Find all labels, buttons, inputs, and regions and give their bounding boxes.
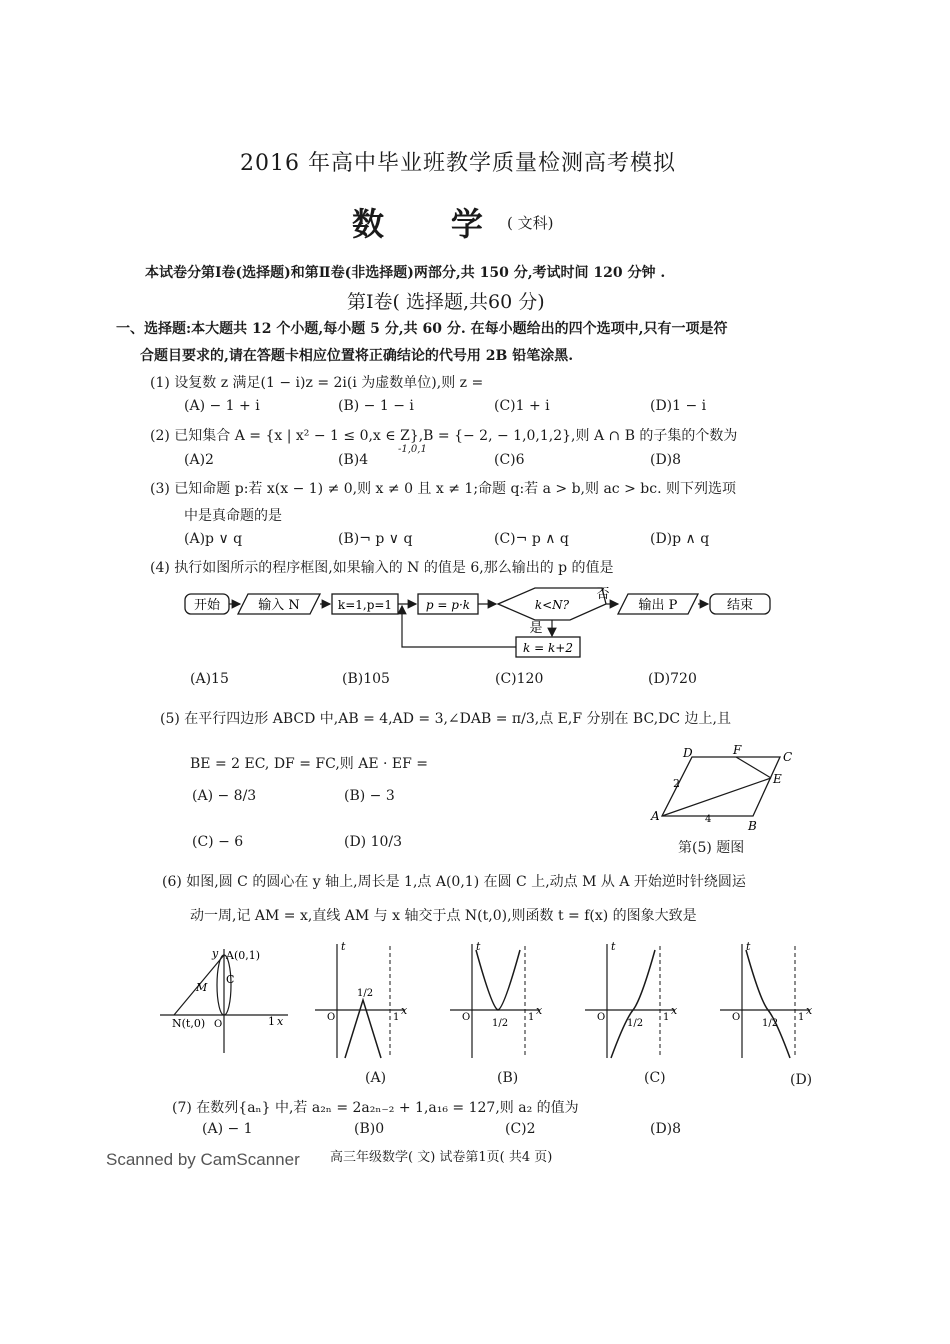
q6b-label-half: 1/2	[492, 1018, 509, 1029]
q6c-label-o: O	[597, 1012, 606, 1023]
q6d-label-half: 1/2	[762, 1018, 779, 1029]
q6b-label-one: 1	[528, 1012, 535, 1023]
q5-stem: (5) 在平行四边形 ABCD 中,AB = 4,AD = 3,∠DAB = π/3,点 E,F 分别在 BC,DC 边上,且	[160, 711, 731, 727]
q6-label-one: 1	[268, 1015, 275, 1028]
q3-option-a: (A)p ∨ q	[184, 531, 243, 547]
q6d-label-x: x	[806, 1004, 813, 1017]
q6-option-b: (B)	[497, 1070, 519, 1086]
flow-start-label: 开始	[193, 598, 221, 613]
q6c-label-one: 1	[663, 1012, 670, 1023]
q6a-label-o: O	[327, 1012, 336, 1023]
q2-option-c: (C)6	[494, 452, 525, 468]
q6c-label-t: t	[611, 940, 616, 953]
fig5-side-mark: 2	[673, 777, 680, 790]
fig5-base-mark: 4	[705, 814, 712, 825]
q3-option-b: (B)¬ p ∨ q	[338, 531, 413, 547]
q6a-label-half: 1/2	[357, 988, 374, 999]
q6-stem: (6) 如图,圆 C 的圆心在 y 轴上,周长是 1,点 A(0,1) 在圆 C 上,动点 M 从 A 开始逆时针绕圆运	[162, 874, 746, 890]
q1-option-d: (D)1 − i	[650, 398, 707, 414]
q3-stem: (3) 已知命题 p:若 x(x − 1) ≠ 0,则 x ≠ 0 且 x ≠ 1;命题 q:若 a > b,则 ac > bc. 则下列选项	[150, 481, 736, 497]
flow-condition-label: k<N?	[534, 598, 570, 612]
q5-figure-caption: 第(5) 题图	[678, 840, 745, 856]
page-footer: 高三年级数学( 文) 试卷第1页( 共4 页)	[330, 1150, 553, 1165]
q4-stem: (4) 执行如图所示的程序框图,如果输入的 N 的值是 6,那么输出的 p 的值是	[150, 560, 614, 576]
fig5-label-d: D	[683, 746, 693, 760]
q1-option-c: (C)1 + i	[494, 398, 550, 414]
q6-graph-b	[440, 940, 550, 1060]
q3-stem-2: 中是真命题的是	[184, 508, 282, 524]
fig5-label-f: F	[733, 743, 742, 757]
flow-input-label: 输入 N	[258, 598, 300, 613]
q2-option-b: (B)4	[338, 452, 369, 468]
q7-option-a: (A) − 1	[202, 1121, 253, 1137]
subject-title: 数 学	[352, 205, 483, 243]
q6-label-y: y	[212, 947, 219, 960]
q6d-label-t: t	[746, 940, 751, 953]
fig5-label-e: E	[773, 772, 782, 786]
q6a-label-t: t	[341, 940, 346, 953]
flow-yes-label: 是	[529, 621, 543, 636]
q6b-label-o: O	[462, 1012, 471, 1023]
q3-option-c: (C)¬ p ∧ q	[494, 531, 569, 547]
q2-option-a: (A)2	[184, 452, 214, 468]
q6-option-c: (C)	[644, 1070, 666, 1086]
fig5-label-c: C	[783, 750, 793, 764]
exam-title: 2016 年高中毕业班教学质量检测高考模拟	[240, 151, 676, 176]
q1-option-a: (A) − 1 + i	[184, 398, 260, 414]
q7-option-b: (B)0	[354, 1121, 385, 1137]
q2-stem: (2) 已知集合 A = {x | x² − 1 ≤ 0,x ∈ Z},B = {− 2, − 1,0,1,2},则 A ∩ B 的子集的个数为	[150, 428, 738, 444]
q7-option-d: (D)8	[650, 1121, 682, 1137]
q4-option-c: (C)120	[495, 671, 544, 687]
q1-option-b: (B) − 1 − i	[338, 398, 414, 414]
fig5-label-b: B	[748, 819, 757, 833]
q6-option-d: (D)	[790, 1072, 813, 1088]
fig5-label-a: A	[651, 809, 660, 823]
q4-flowchart	[170, 584, 810, 664]
q6-label-c: C	[226, 973, 235, 986]
q4-option-d: (D)720	[648, 671, 697, 687]
q6-label-a: A(0,1)	[226, 949, 261, 962]
q6-label-x: x	[277, 1015, 284, 1028]
q6-stem-2: 动一周,记 AM = x,直线 AM 与 x 轴交于点 N(t,0),则函数 t = f(x) 的图象大致是	[190, 908, 697, 924]
section-instruction-2: 合题目要求的,请在答题卡相应位置将正确结论的代号用 2B 铅笔涂黑.	[140, 348, 574, 364]
q5-option-d: (D) 10/3	[344, 834, 403, 850]
flow-end-label: 结束	[726, 598, 754, 613]
q5-option-c: (C) − 6	[192, 834, 244, 850]
q6-label-o: O	[214, 1019, 223, 1030]
q3-option-d: (D)p ∧ q	[650, 531, 710, 547]
q6-label-n: N(t,0)	[172, 1017, 206, 1030]
q6a-label-one: 1	[393, 1012, 400, 1023]
flow-no-label: 否	[596, 587, 610, 602]
q5-option-b: (B) − 3	[344, 788, 395, 804]
q6a-label-x: x	[401, 1004, 408, 1017]
q6-label-m: M	[196, 981, 208, 994]
q2-handwritten-note: -1,0,1	[398, 444, 427, 455]
q6b-label-x: x	[536, 1004, 543, 1017]
q6d-label-o: O	[732, 1012, 741, 1023]
q6-graph-d	[710, 940, 820, 1060]
part-title: 第Ⅰ卷( 选择题,共60 分)	[347, 291, 545, 313]
flow-assign-label: p = p·k	[425, 598, 471, 612]
q6-graph-a	[305, 940, 415, 1060]
q7-option-c: (C)2	[505, 1121, 536, 1137]
q1-stem: (1) 设复数 z 满足(1 − i)z = 2i(i 为虚数单位),则 z =	[150, 375, 484, 391]
scanner-watermark: Scanned by CamScanner	[106, 1150, 300, 1169]
section-instruction-1: 一、选择题:本大题共 12 个小题,每小题 5 分,共 60 分. 在每小题给出的四个选项中,只有一项是符	[116, 321, 728, 337]
flow-init-label: k=1,p=1	[337, 598, 393, 612]
q4-option-b: (B)105	[342, 671, 390, 687]
q6d-label-one: 1	[798, 1012, 805, 1023]
flow-output-label: 输出 P	[638, 598, 678, 613]
q4-option-a: (A)15	[190, 671, 229, 687]
q6-circle-diagram	[160, 945, 300, 1055]
q2-option-d: (D)8	[650, 452, 682, 468]
q6b-label-t: t	[476, 940, 481, 953]
q6c-label-x: x	[671, 1004, 678, 1017]
subject-note: ( 文科)	[507, 214, 554, 232]
q5-parallelogram-figure	[645, 742, 805, 842]
q5-stem-2: BE = 2 EC, DF = FC,则 AE · EF =	[190, 756, 429, 772]
q6c-label-half: 1/2	[627, 1018, 644, 1029]
exam-intro: 本试卷分第Ⅰ卷(选择题)和第Ⅱ卷(非选择题)两部分,共 150 分,考试时间 120 分钟 .	[145, 265, 666, 281]
q5-option-a: (A) − 8/3	[192, 788, 257, 804]
q6-graph-c	[575, 940, 685, 1060]
flow-increment-label: k = k+2	[523, 641, 573, 655]
q6-option-a: (A)	[365, 1070, 387, 1086]
q7-stem: (7) 在数列{aₙ} 中,若 a₂ₙ = 2a₂ₙ₋₂ + 1,a₁₆ = 127,则 a₂ 的值为	[172, 1100, 579, 1116]
